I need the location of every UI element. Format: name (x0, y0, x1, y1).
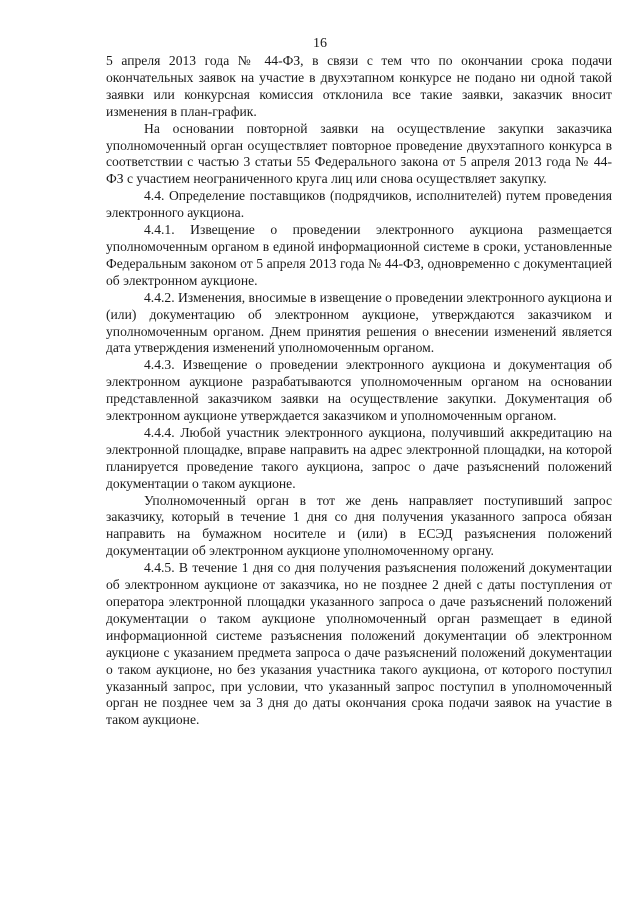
paragraph-repeat-procurement: На основании повторной заявки на осуществление закупки заказчика уполномоченный орган осуществляет повторное проведение двухэтапного конкурса в соответствии с частью 3 статьи 55 Федерального закона от 5 апреля 2013 года № 44-ФЗ с участием неограниченного круга лиц или снова осуществляет закупку. (106, 120, 612, 187)
paragraph-4-4-3: 4.4.3. Извещение о проведении электронного аукциона и документация об электронном аукционе разрабатываются уполномоченным органом на основании представленной заказчиком заявки на осуществление закупки. Документация об электронном аукционе утверждается заказчиком и уполномоченным органом. (106, 357, 612, 424)
paragraph-authorized-body: Уполномоченный орган в тот же день направляет поступивший запрос заказчику, который в течение 1 дня со дня получения указанного запроса обязан направить на бумажном носителе и (или) в ЕСЭД разъяснения положений документации об электронном аукционе уполномоченному органу. (106, 492, 612, 559)
paragraph-4-4-1: 4.4.1. Извещение о проведении электронного аукциона размещается уполномоченным органом в единой информационной системе в сроки, установленные Федеральным законом от 5 апреля 2013 года № 44-ФЗ, одновременно с документацией об электронном аукционе. (106, 222, 612, 288)
paragraph-4-4-2: 4.4.2. Изменения, вносимые в извещение о проведении электронного аукциона и (или) документацию об электронном аукционе, утверждаются заказчиком и уполномоченным органом. Днем принятия решения о внесении изменений является дата утверждения изменений уполномоченным органом. (106, 289, 612, 356)
page-number: 16 (313, 36, 327, 51)
document-body (106, 53, 612, 729)
paragraph-4-4-4: 4.4.4. Любой участник электронного аукциона, получивший аккредитацию на электронной площадке, вправе направить на адрес электронной площадки, на которой планируется проведение такого аукциона, запрос о даче разъяснений положений документации о таком аукционе. (106, 424, 612, 491)
paragraph-4-4-5: 4.4.5. В течение 1 дня со дня получения разъяснения положений документации об электронном аукционе от заказчика, но не позднее 2 дней с даты поступления от оператора электронной площадки указанного запроса о даче разъяснений положений документации о таком аукционе уполномоченный орган размещает в единой информационной системе разъяснения положений документации об электронном аукционе с указанием предмета запроса о даче разъяснений положений документации о таком аукционе, но без указания участника такого аукциона, от которого поступил указанный запрос, при условии, что указанный запрос поступил в уполномоченный орган не позднее чем за 3 дня до даты окончания срока подачи заявок на участие в таком аукционе. (106, 560, 612, 728)
paragraph-continuation: 5 апреля 2013 года № 44-ФЗ, в связи с тем что по окончании срока подачи окончательных заявок на участие в двухэтапном конкурсе не подано ни одной такой заявки или конкурсная комиссия отклонила все такие заявки, заказчик вносит изменения в план-график. (106, 53, 612, 119)
section-heading-4-4: 4.4. Определение поставщиков (подрядчиков, исполнителей) путем проведения электронного аукциона. (106, 188, 612, 221)
